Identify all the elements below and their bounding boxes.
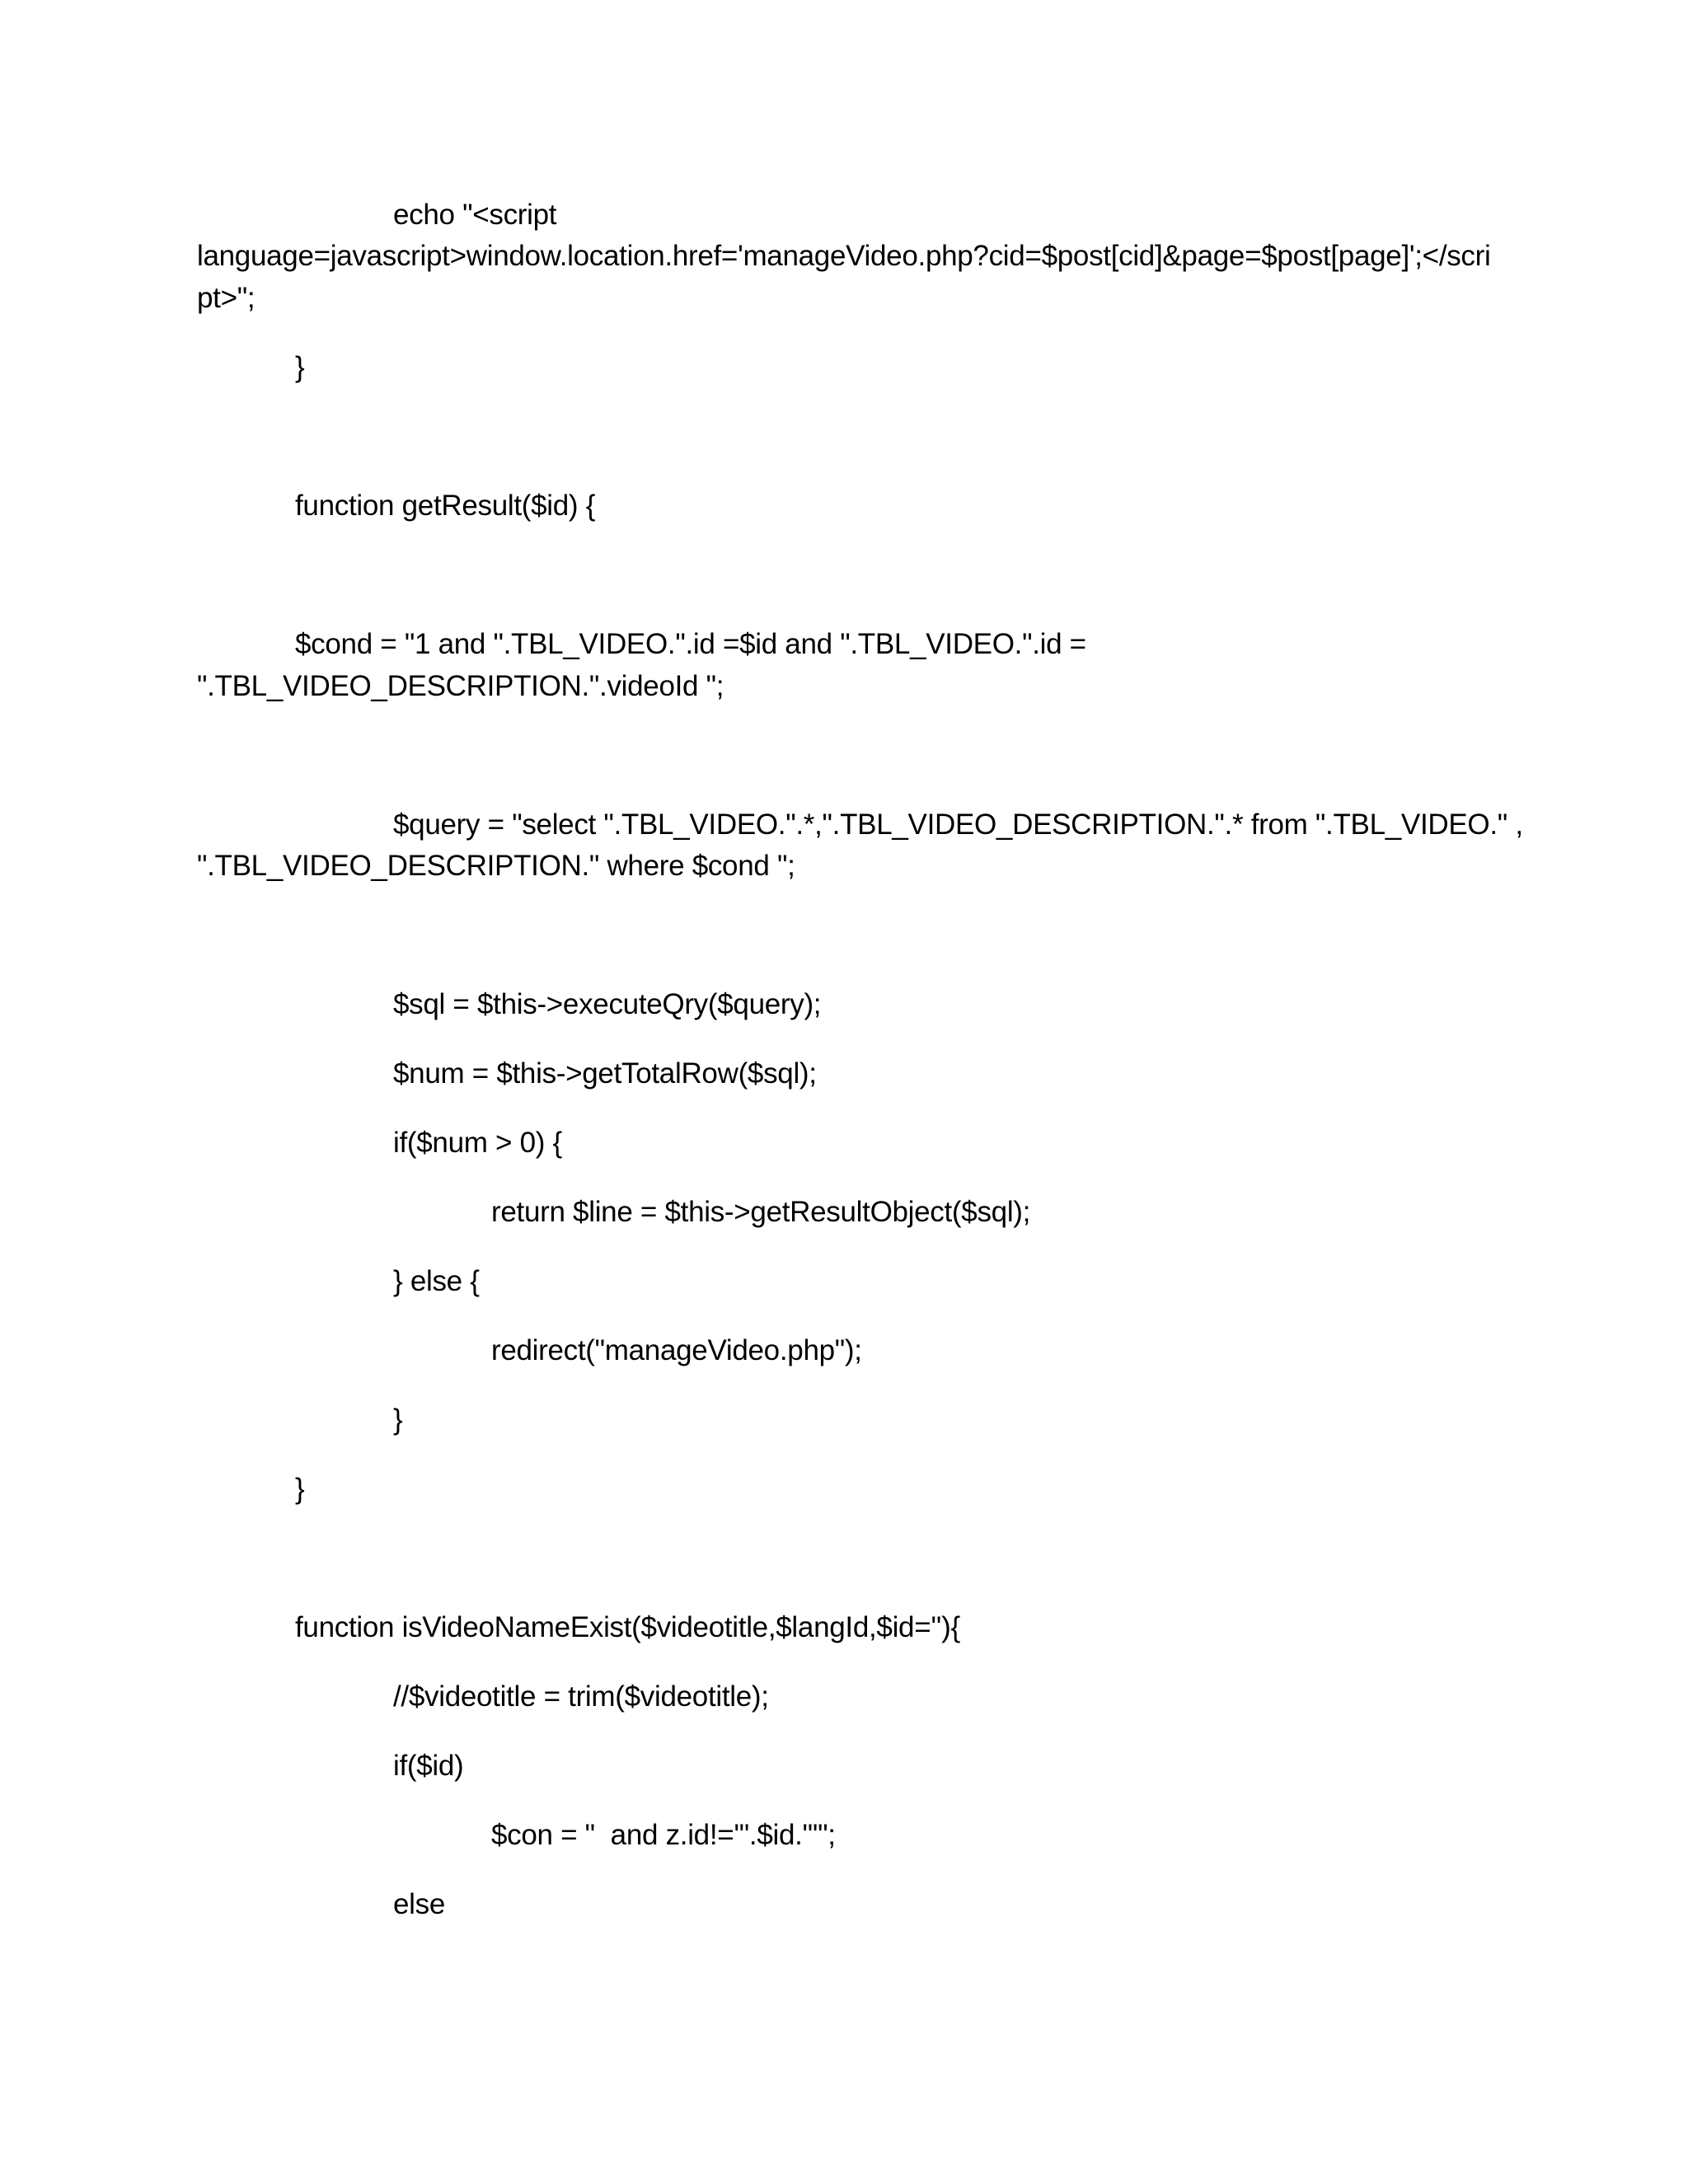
code-line: $cond = "1 and ".TBL_VIDEO.".id =$id and ".TBL_VIDEO.".id = <box>295 628 1086 660</box>
code-line: if($num > 0) { <box>393 1127 562 1159</box>
code-line: function getResult($id) { <box>295 490 596 522</box>
code-line: //$videotitle = trim($videotitle); <box>393 1680 769 1713</box>
code-line: return $line = $this->getResultObject($sql); <box>491 1196 1031 1228</box>
code-line: } <box>393 1404 403 1436</box>
code-line: } <box>295 1473 305 1505</box>
code-line: if($id) <box>393 1750 464 1782</box>
code-line: $sql = $this->executeQry($query); <box>393 988 822 1020</box>
code-line: } else { <box>393 1265 480 1297</box>
code-line: } <box>295 351 305 383</box>
code-line: redirect("manageVideo.php"); <box>491 1334 862 1366</box>
code-line: function isVideoNameExist($videotitle,$langId,$id=''){ <box>295 1611 960 1643</box>
code-line: $query = "select ".TBL_VIDEO.".*,".TBL_VIDEO_DESCRIPTION.".* from ".TBL_VIDEO." , <box>393 808 1523 841</box>
code-line: language=javascript>window.location.href='manageVideo.php?cid=$post[cid]&page=$post[page]';</scri <box>197 240 1491 272</box>
code-line: echo "<script <box>393 199 557 231</box>
code-line: ".TBL_VIDEO_DESCRIPTION." where $cond "; <box>197 850 795 882</box>
code-line: $num = $this->getTotalRow($sql); <box>393 1057 817 1090</box>
code-line: $con = " and z.id!='".$id."'"; <box>491 1819 836 1851</box>
code-line: ".TBL_VIDEO_DESCRIPTION.".videoId "; <box>197 670 724 702</box>
code-line: else <box>393 1888 446 1920</box>
code-line: pt>"; <box>197 282 256 314</box>
